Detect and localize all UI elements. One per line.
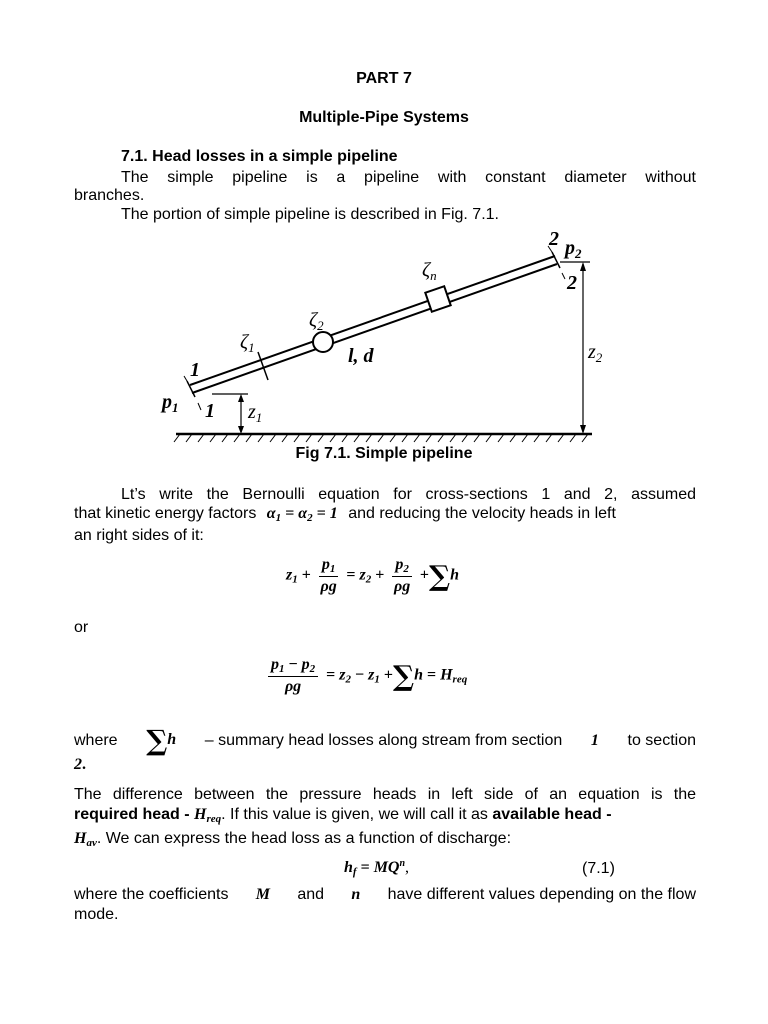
ground-line <box>174 434 592 442</box>
pipeline-figure <box>160 226 610 446</box>
coefficients-line-1: where the coefficients M and n have different values depending on the flow <box>74 886 696 903</box>
label-z2: $z_2$ <box>588 341 603 365</box>
bernoulli-line-2: that kinetic energy factors $\alpha_1 = \alpha_2 = 1$ and reducing the velocity heads in left <box>74 505 616 524</box>
difference-line-2: required head - $H_{req}$. If this value is given, we will call it as available head - <box>74 806 612 825</box>
required-head-equation: $\frac{p_1 - p_2}{\rho g}$ = $z_2 - z_1 +\sum h = H_{req}$ <box>264 656 467 696</box>
equation-number: (7.1) <box>582 860 615 877</box>
part-heading: PART 7 <box>356 70 412 87</box>
bernoulli-line-3: an right sides of it: <box>74 527 204 544</box>
label-section1-top: 1 <box>190 359 200 381</box>
zeta2-valve <box>313 332 333 352</box>
figure-caption: Fig 7.1. Simple pipeline <box>295 445 473 462</box>
where-line: where ∑h – summary head losses along stream from section 1 to section <box>74 724 696 757</box>
intro-line-1: The simple pipeline is a pipeline with constant diameter without <box>121 169 696 186</box>
label-p2: $p_2$ <box>565 237 582 261</box>
difference-line-1: The difference between the pressure heads in left side of an equation is the <box>74 786 696 803</box>
section-heading: 7.1. Head losses in a simple pipeline <box>121 148 398 165</box>
head-loss-equation: $h_f = MQ^n$, <box>344 858 410 878</box>
where-section-2: 2. <box>74 756 86 773</box>
label-p1: $p_1$ <box>162 391 179 415</box>
difference-line-3: $H_{av}$. We can express the head loss as a function of discharge: <box>74 830 512 849</box>
label-length-diameter: l, d <box>348 345 374 367</box>
or-text: or <box>74 619 89 636</box>
label-section2-top: 2 <box>549 228 559 250</box>
label-zeta2: $\zeta_2$ <box>309 309 324 333</box>
intro-line-2: branches. <box>74 187 145 204</box>
chapter-title: Multiple-Pipe Systems <box>299 109 469 126</box>
label-z1: $z_1$ <box>248 401 263 425</box>
bernoulli-line-1: Lt’s write the Bernoulli equation for cross-sections 1 and 2, assumed <box>121 486 696 503</box>
intro-figure-ref: The portion of simple pipeline is described in Fig. 7.1. <box>121 206 499 223</box>
coefficients-line-2: mode. <box>74 906 119 923</box>
pipe <box>190 256 557 393</box>
label-section1-bottom: 1 <box>205 400 215 422</box>
zetan-square <box>425 286 450 311</box>
bernoulli-equation: $z_1$ + $\frac{p_1}{\rho g}$ = $z_2$ + $\frac{p_2}{\rho g}$ +∑h <box>286 556 459 595</box>
label-section2-bottom: 2 <box>567 272 577 294</box>
label-zeta1: $\zeta_1$ <box>240 331 255 355</box>
label-zetan: $\zeta_n$ <box>422 259 437 283</box>
alpha-equation: $\alpha_1 = \alpha_2 = 1$ <box>266 505 338 524</box>
